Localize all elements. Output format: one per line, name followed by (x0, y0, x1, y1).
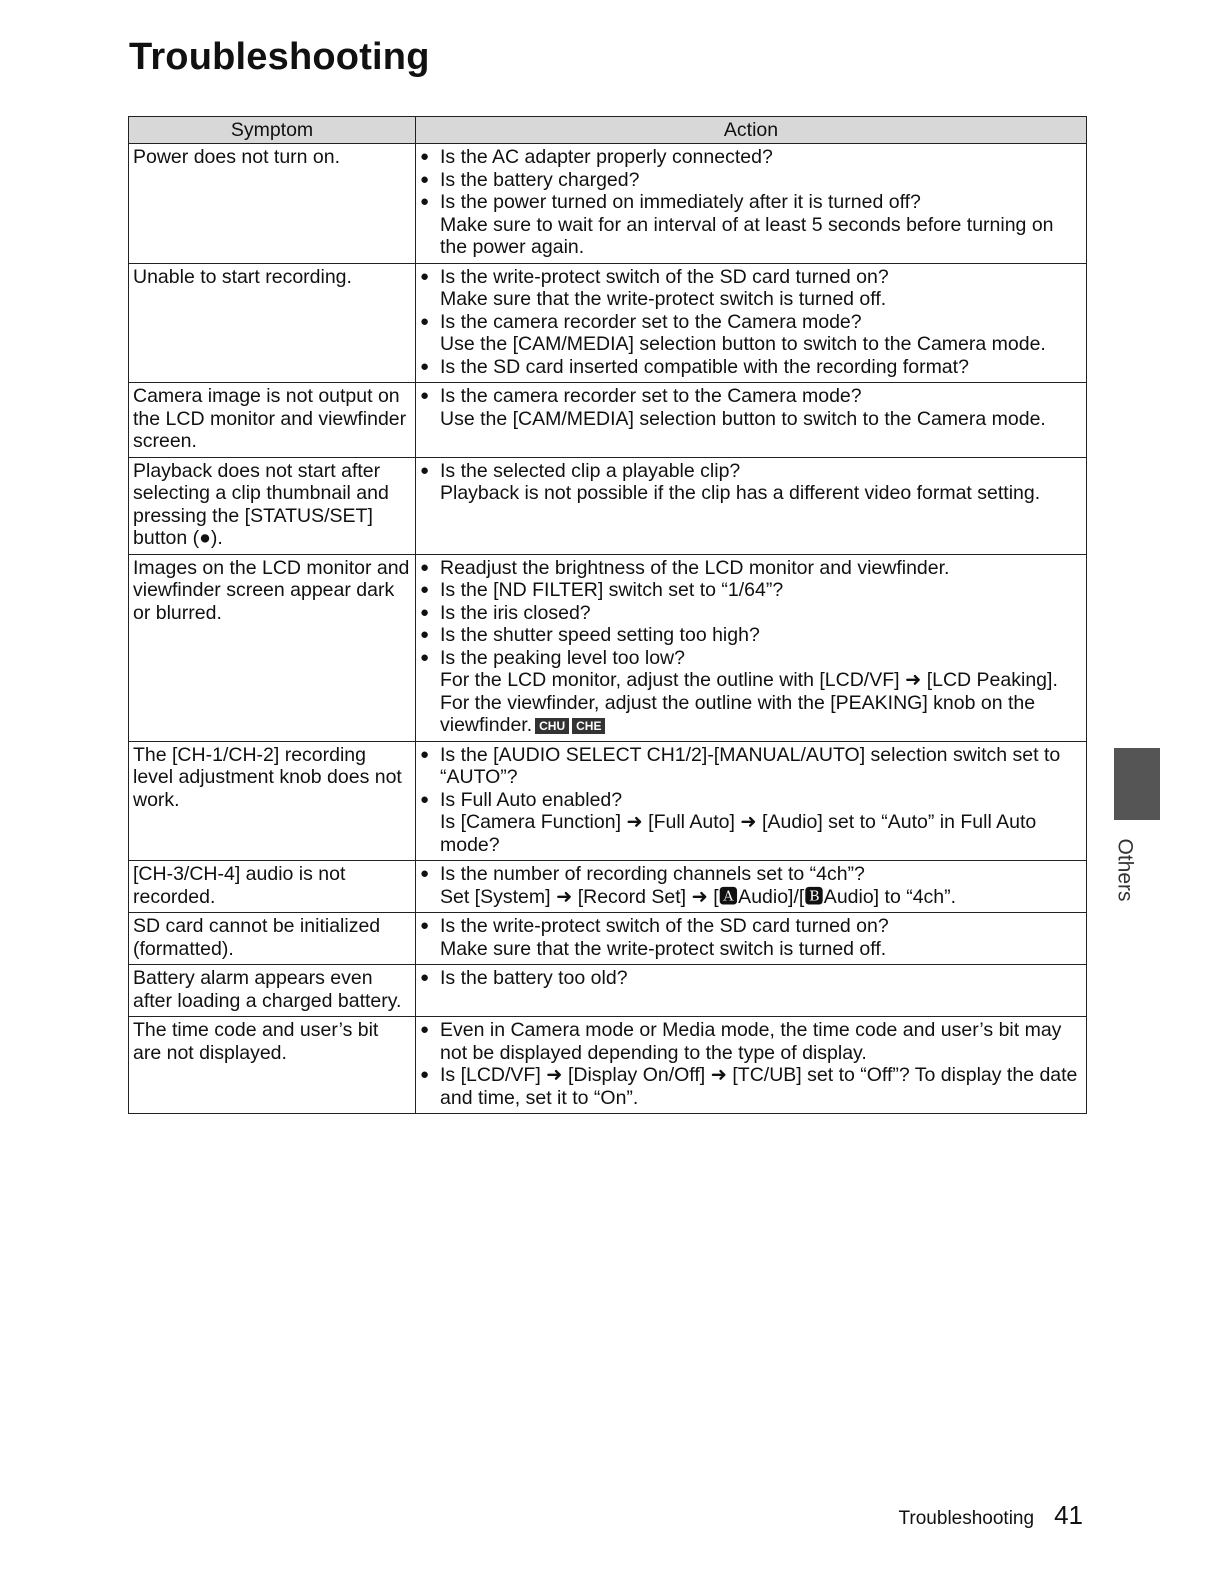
action-note (440, 288, 1082, 311)
symptom-cell: Playback does not start after selecting a clip thumbnail and pressing the [STATUS/SET] button (●). (129, 457, 416, 554)
action-question: Is the number of recording channels set to “4ch”? (440, 863, 865, 885)
symptom-cell: Power does not turn on. (129, 144, 416, 264)
action-cell (416, 965, 1087, 1017)
action-note (440, 482, 1082, 505)
footer-section-label: Troubleshooting (898, 1508, 1035, 1529)
table-row (129, 741, 1087, 861)
action-note-text: For the viewfinder, adjust the outline with the [PEAKING] knob on the viewfinder. (440, 691, 1036, 736)
table-row (129, 965, 1087, 1017)
action-question: Is the selected clip a playable clip? (440, 459, 741, 482)
action-question: Is the shutter speed setting too high? (440, 624, 760, 646)
action-cell (416, 457, 1087, 554)
bullet-icon: ● (420, 193, 430, 210)
action-item (420, 356, 1082, 379)
action-note (440, 692, 1082, 737)
symptom-cell: Images on the LCD monitor and viewfinder screen appear dark or blurred. (129, 554, 416, 741)
table-row (129, 913, 1087, 965)
action-item (420, 967, 1082, 990)
table-row (129, 144, 1087, 264)
action-question: Is the camera recorder set to the Camera mode? (440, 385, 862, 407)
action-question: Is the iris closed? (440, 601, 591, 624)
table-row (129, 554, 1087, 741)
bullet-icon: ● (420, 603, 430, 621)
action-note (440, 938, 1082, 961)
symptom-cell: The [CH-1/CH-2] recording level adjustment knob does not work. (129, 741, 416, 861)
action-question: Is the AC adapter properly connected? (440, 146, 773, 168)
symptom-cell: The time code and user’s bit are not displayed. (129, 1017, 416, 1114)
bullet-icon: ● (420, 745, 430, 763)
action-item (420, 915, 1082, 960)
table-row (129, 861, 1087, 913)
symptom-cell: [CH-3/CH-4] audio is not recorded. (129, 861, 416, 913)
action-cell (416, 383, 1087, 458)
page-title: Troubleshooting (129, 36, 430, 78)
table-header-row (129, 117, 1087, 144)
action-column-header: Action (416, 117, 1087, 144)
action-question: Is the battery too old? (440, 967, 628, 989)
action-cell (416, 741, 1087, 861)
model-tag-badge: CHU (535, 718, 569, 734)
action-question: Is the power turned on immediately after it is turned off? (440, 191, 921, 213)
action-note (440, 408, 1082, 431)
bullet-icon: ● (420, 461, 430, 479)
bullet-icon: ● (420, 790, 430, 808)
action-note (440, 669, 1082, 692)
action-cell (416, 913, 1087, 965)
action-question: Is the [ND FILTER] switch set to “1/64”? (440, 579, 784, 601)
action-question: Is [LCD/VF] ➜ [Display On/Off] ➜ [TC/UB] set to “Off”? To display the date and time, set it to “On”. (440, 1064, 1078, 1109)
action-item (420, 266, 1082, 311)
symptom-cell: Camera image is not output on the LCD monitor and viewfinder screen. (129, 383, 416, 458)
action-item (420, 146, 1082, 169)
symptom-cell: SD card cannot be initialized (formatted). (129, 913, 416, 965)
bullet-icon: ● (420, 969, 430, 986)
action-cell (416, 554, 1087, 741)
action-note (440, 886, 1082, 909)
action-item (420, 385, 1082, 430)
action-question: Is the battery charged? (440, 168, 640, 191)
action-question: Is the write-protect switch of the SD card turned on? (440, 915, 889, 937)
section-tab-marker (1114, 748, 1160, 820)
table-body (129, 144, 1087, 1114)
symptom-cell: Battery alarm appears even after loading a charged battery. (129, 965, 416, 1017)
bullet-icon: ● (420, 558, 430, 576)
action-note-text: Is [Camera Function] ➜ [Full Auto] ➜ [Audio] set to “Auto” in Full Auto mode? (440, 811, 1037, 856)
action-item (420, 557, 1082, 580)
action-item (420, 169, 1082, 192)
action-question: Is the SD card inserted compatible with the recording format? (440, 355, 969, 378)
table-row (129, 383, 1087, 458)
bullet-icon: ● (420, 1021, 430, 1038)
action-note-text: Make sure that the write-protect switch is turned off. (440, 937, 887, 960)
action-note-text: Set [System] ➜ [Record Set] ➜ [🅰Audio]/[🅱Audio] to “4ch”. (440, 885, 957, 908)
action-item (420, 460, 1082, 505)
action-question: Is the peaking level too low? (440, 646, 685, 669)
section-tab (1102, 830, 1148, 910)
action-question: Is the camera recorder set to the Camera mode? (440, 310, 862, 333)
model-tag-badge: CHE (572, 718, 605, 734)
action-item (420, 1064, 1082, 1109)
section-tab-label: Others (1114, 838, 1137, 902)
symptom-column-header: Symptom (129, 117, 416, 144)
action-item (420, 863, 1082, 908)
action-note-text: Use the [CAM/MEDIA] selection button to switch to the Camera mode. (440, 407, 1046, 430)
bullet-icon: ● (420, 917, 430, 934)
bullet-icon: ● (420, 267, 430, 285)
action-question: Is Full Auto enabled? (440, 788, 623, 811)
troubleshooting-table (128, 116, 1087, 1114)
bullet-icon: ● (420, 357, 430, 375)
page-number: 41 (1054, 1500, 1083, 1530)
action-note (440, 214, 1082, 259)
table-row (129, 1017, 1087, 1114)
action-question: Is the [AUDIO SELECT CH1/2]-[MANUAL/AUTO] selection switch set to “AUTO”? (440, 743, 1061, 788)
action-item (420, 579, 1082, 602)
action-note-text: Make sure to wait for an interval of at least 5 seconds before turning on the power again. (440, 213, 1054, 258)
action-note-text: Make sure that the write-protect switch is turned off. (440, 288, 887, 310)
bullet-icon: ● (420, 581, 430, 598)
action-cell (416, 1017, 1087, 1114)
page-footer (899, 1500, 1083, 1531)
action-item (420, 744, 1082, 789)
action-question: Is the write-protect switch of the SD card turned on? (440, 265, 889, 288)
bullet-icon: ● (420, 312, 430, 330)
action-item (420, 1019, 1082, 1064)
bullet-icon: ● (420, 626, 430, 643)
action-note (440, 811, 1082, 856)
action-question: Readjust the brightness of the LCD monitor and viewfinder. (440, 556, 950, 579)
action-note-text: Use the [CAM/MEDIA] selection button to switch to the Camera mode. (440, 333, 1046, 355)
table-row (129, 457, 1087, 554)
symptom-cell: Unable to start recording. (129, 263, 416, 383)
action-cell (416, 263, 1087, 383)
action-note (440, 333, 1082, 356)
action-question: Even in Camera mode or Media mode, the time code and user’s bit may not be displayed depending to the type of display. (440, 1019, 1062, 1064)
action-item (420, 602, 1082, 625)
bullet-icon: ● (420, 865, 430, 882)
bullet-icon: ● (420, 170, 430, 188)
bullet-icon: ● (420, 1066, 430, 1083)
action-cell (416, 144, 1087, 264)
action-item (420, 789, 1082, 857)
action-note-text: Playback is not possible if the clip has a different video format setting. (440, 482, 1041, 504)
action-item (420, 311, 1082, 356)
action-note-text: For the LCD monitor, adjust the outline with [LCD/VF] ➜ [LCD Peaking]. (440, 669, 1058, 691)
bullet-icon: ● (420, 648, 430, 666)
action-item (420, 647, 1082, 737)
action-item (420, 191, 1082, 259)
bullet-icon: ● (420, 387, 430, 404)
action-cell (416, 861, 1087, 913)
table-row (129, 263, 1087, 383)
bullet-icon: ● (420, 148, 430, 165)
action-item (420, 624, 1082, 647)
